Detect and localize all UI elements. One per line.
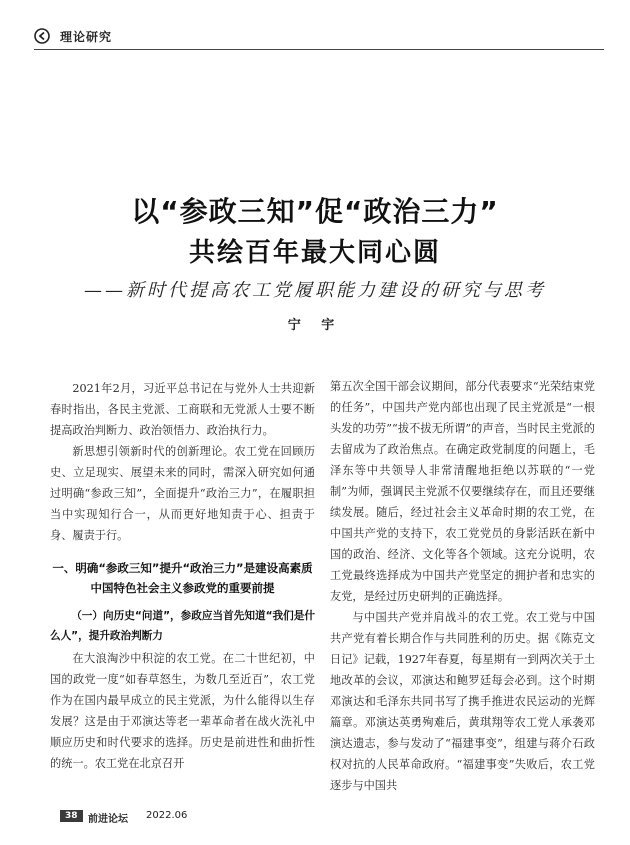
article-title-line2: 共绘百年最大同心圆	[188, 238, 441, 268]
circled-arrow-icon	[34, 28, 50, 44]
page-number: 38	[60, 810, 83, 822]
right-column	[330, 376, 595, 796]
section-heading: 一、明确“参政三知”提升“政治三力”是建设高素质中国特色社会主义参政党的重要前提	[52, 561, 313, 595]
paragraph: 2021年2月，习近平总书记在与党外人士共迎新春时指出，各民主党派、工商联和无党派人士要不断提高政治判断力、政治领悟力、政治执行力。	[50, 382, 315, 437]
article-subtitle: ——新时代提高农工党履职能力建设的研究与思考	[84, 280, 546, 301]
paragraph: 在大浪淘沙中积淀的农工党。在二十世纪初，中国的政党一度“如春草怒生，为数几至近百”，农工党作为在国内最早成立的民主党派，为什么能得以生存发展？这是由于邓演达等老一辈革命者在战火洗礼中顺应历史和时代要求的选择。历史是前进性和曲折性的统一。农工党在北京召开	[50, 652, 315, 770]
subsection-heading: （一）向历史“问道”，参政应当首先知道“我们是什么人”，提升政治判断力	[50, 610, 315, 642]
page-header	[34, 26, 604, 46]
paragraph: 与中国共产党并肩战斗的农工党。农工党与中国共产党有着长期合作与共同胜利的历史。据《陈克文日记》记载，1927年春夏，每星期有一到两次关于土地改革的会议，邓演达和鲍罗廷每会必到。这个时期邓演达和毛泽东共同书写了携手推进农民运动的光辉篇章。邓演达英勇殉难后，黄琪翔等农工党人承袭邓演达遗志，参与发动了“福建事变”，组建与蒋介石政权对抗的人民革命政府。“福建事变”失败后，农工党逐步与中国共	[330, 611, 595, 792]
page-footer	[60, 810, 630, 826]
left-column	[50, 378, 315, 774]
issue-date: 2022.06	[146, 810, 188, 821]
article-title-line1: 以“参政三知”促“政治三力”	[131, 195, 499, 228]
journal-name: 前进论坛	[88, 814, 128, 825]
paragraph: 第五次全国干部会议期间，部分代表要求“光荣结束党的任务”，中国共产党内部也出现了民主党派是“一根头发的功劳”“拔不拔无所谓”的声音，当时民主党派的去留成为了政治焦点。在确定政党制度的问题上，毛泽东等中共领导人非常清醒地拒绝以苏联的“一党制”为师，强调民主党派不仅要继续存在，而且还要继续发展。随后，经过社会主义革命时期的农工党，在中国共产党的支持下，农工党党员的身影活跃在新中国的政治、经济、文化等各个领域。这充分说明，农工党最终选择成为中国共产党坚定的拥护者和忠实的友党，是经过历史研判的正确选择。	[330, 380, 595, 603]
section-label: 理论研究	[60, 30, 113, 44]
paragraph: 新思想引领新时代的创新理论。农工党在回顾历史、立足现实、展望未来的同时，需深入研究如何通过明确“参政三知”，全面提升“政治三力”，在履职担当中实现知行合一，从而更好地知责于心、担责于身、履责于行。	[50, 445, 315, 542]
article-author: 宁 宇	[287, 318, 343, 333]
header-rule	[34, 49, 604, 50]
